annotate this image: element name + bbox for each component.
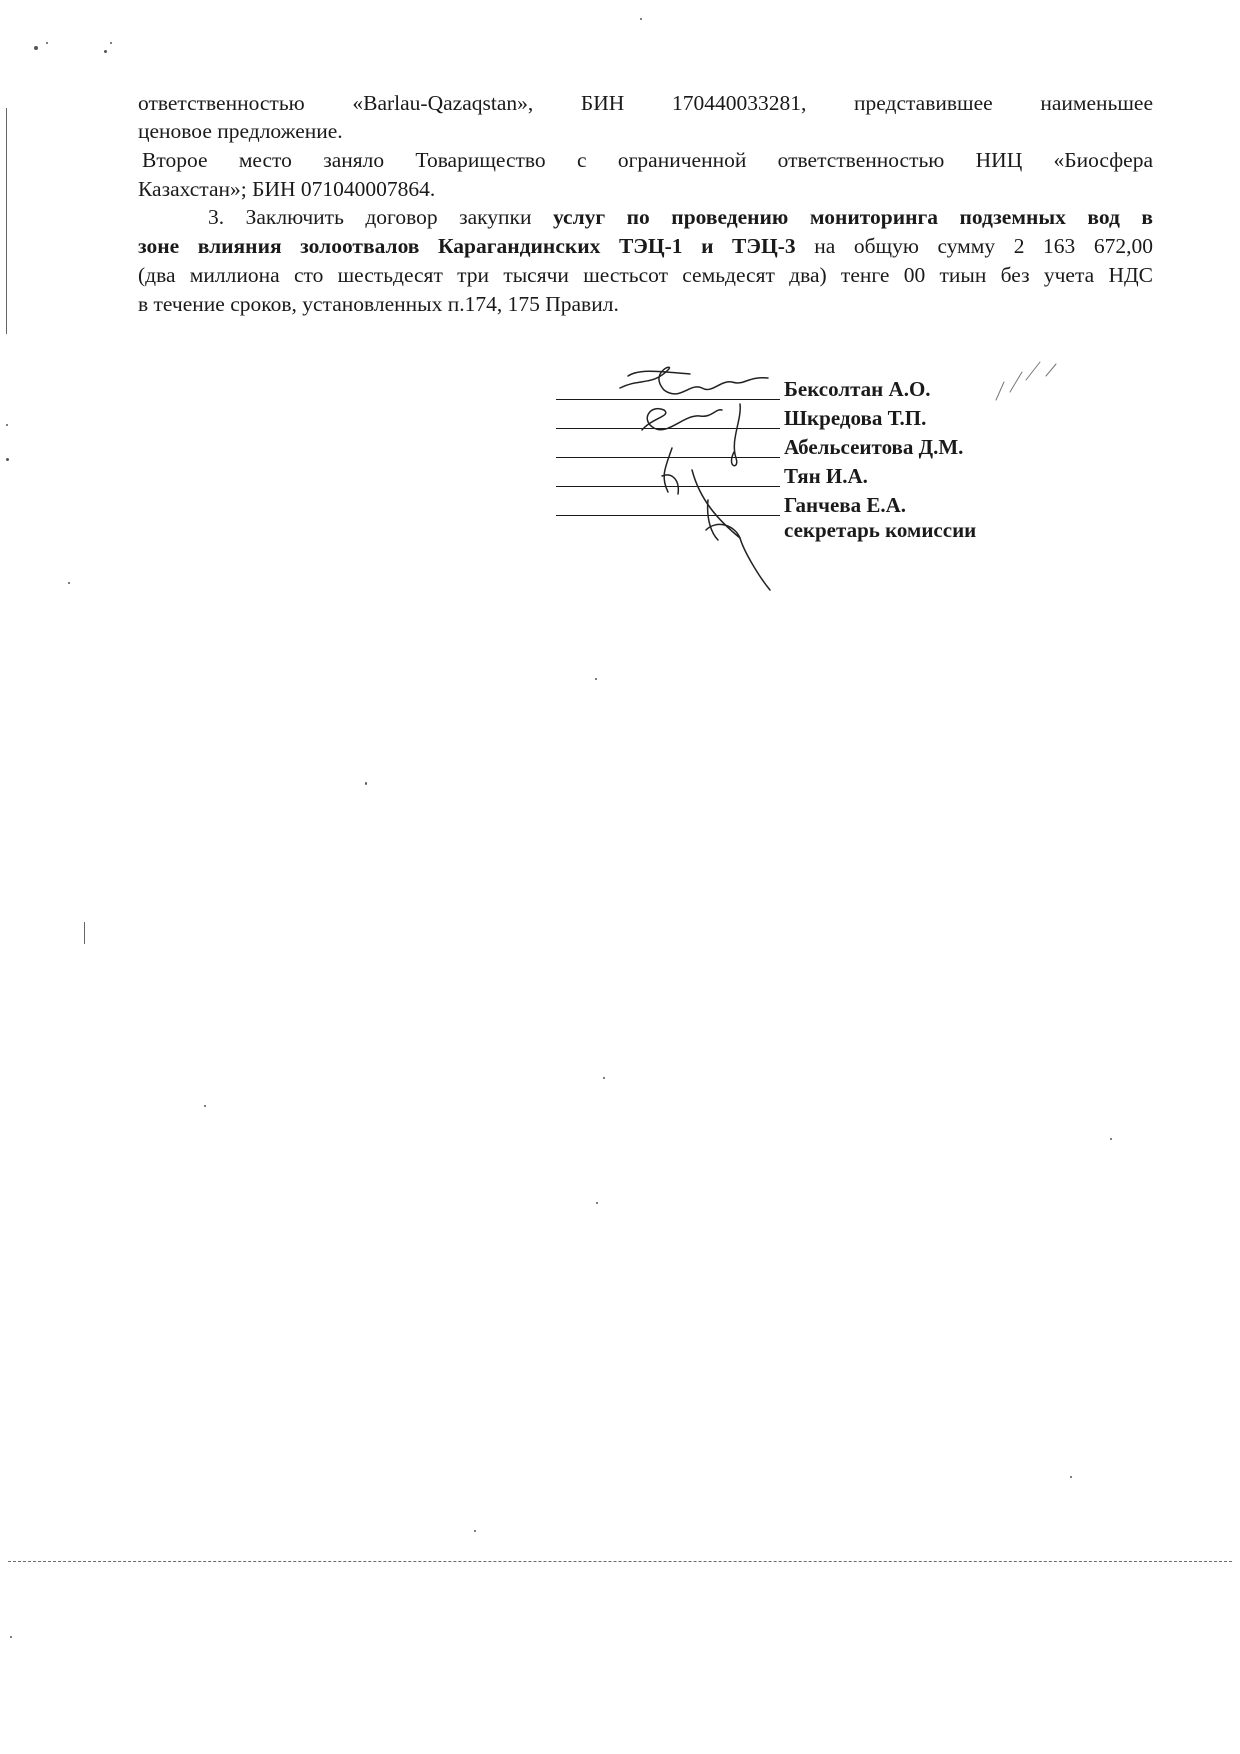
scan-margin-mark [84, 922, 85, 944]
paragraph-3-line-4: в течение сроков, установленных п.174, 175 Правил. [138, 292, 619, 316]
signatory-name: Ганчева Е.А. [784, 493, 907, 517]
page-cut-line [8, 1561, 1232, 1562]
signatory-name: Шкредова Т.П. [784, 406, 927, 430]
scan-speck [603, 1077, 605, 1079]
scan-speck [1070, 1476, 1072, 1478]
paragraph-3-line-2-plain: на общую сумму 2 163 672,00 [795, 234, 1154, 258]
scan-speck [10, 1636, 12, 1638]
scan-speck [365, 782, 367, 785]
scan-speck [204, 1105, 206, 1107]
signature-stroke [996, 362, 1056, 400]
signatory-name: Тян И.А. [784, 464, 868, 488]
signature-stroke [642, 409, 722, 430]
signature-stroke [731, 404, 740, 466]
paragraph-2-line-2: Казахстан»; БИН 071040007864. [138, 177, 436, 201]
signature-stroke [706, 524, 770, 590]
scan-speck [474, 1530, 476, 1532]
signatory-name: Абельсеитова Д.М. [784, 435, 964, 459]
commission-secretary-role: секретарь комиссии [784, 518, 977, 542]
paragraph-1-line-2: ценовое предложение. [138, 119, 343, 143]
paragraph-3-line-1-plain: 3. Заключить договор закупки [208, 205, 553, 229]
scan-speck [1110, 1138, 1112, 1140]
paragraph-3-line-2-bold: зоне влияния золоотвалов Карагандинских ТЭЦ-1 и ТЭЦ-3 [138, 234, 796, 258]
paragraph-2-line-1: Второе место заняло Товарищество с ограниченной ответственностью НИЦ «Биосфера [142, 148, 1153, 172]
scan-speck [595, 678, 597, 680]
handwritten-signatures [0, 0, 1240, 620]
paragraph-1-line-1: ответственностью «Barlau-Qazaqstan», БИН 170440033281, представившее наименьшее [138, 91, 1153, 115]
paragraph-3-line-3: (два миллиона сто шестьдесят три тысячи шестьсот семьдесят два) тенге 00 тиын без учета НДС [138, 263, 1153, 287]
paragraph-3-line-1-bold: услуг по проведению мониторинга подземных вод в [552, 205, 1153, 229]
scan-speck [596, 1202, 598, 1204]
signature-stroke [662, 448, 678, 494]
signatory-name: Бексолтан А.О. [784, 377, 931, 401]
